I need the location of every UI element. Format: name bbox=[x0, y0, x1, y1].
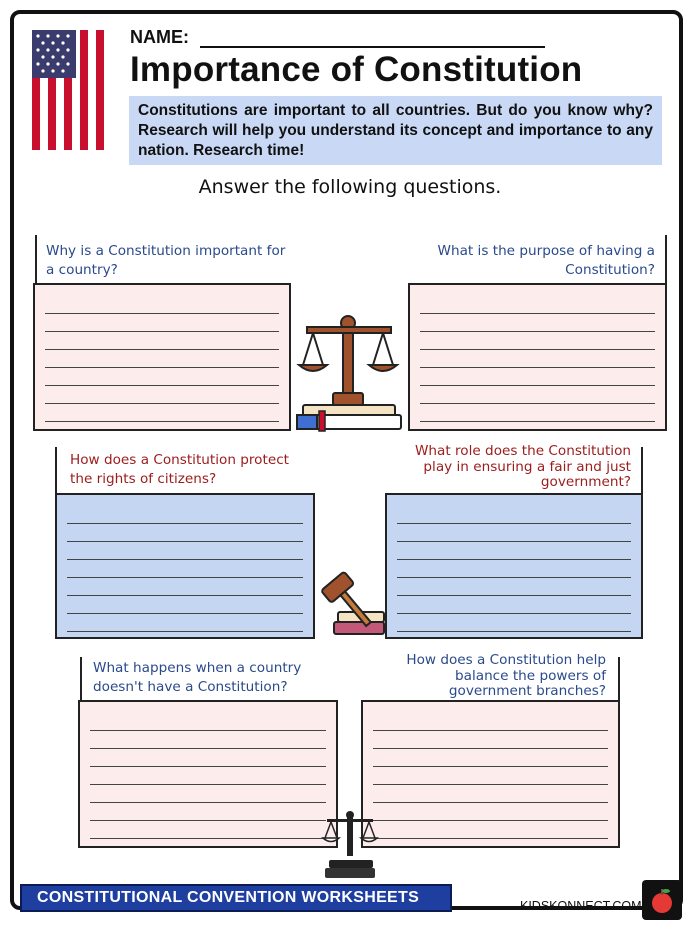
answer-box-4[interactable] bbox=[385, 493, 643, 639]
answer-box-5[interactable] bbox=[78, 700, 338, 848]
name-field[interactable] bbox=[200, 46, 545, 48]
apple-logo-icon bbox=[642, 880, 682, 920]
question-6: How does a Constitution help balance the powers of government branches? bbox=[406, 652, 606, 699]
question-4: What role does the Constitution play in ensuring a fair and just government? bbox=[414, 443, 631, 490]
bracket bbox=[80, 657, 82, 703]
question-3: How does a Constitution protect the rights of citizens? bbox=[70, 452, 289, 487]
answer-box-6[interactable] bbox=[361, 700, 620, 848]
bracket bbox=[665, 235, 667, 285]
question-2: What is the purpose of having a Constitution? bbox=[437, 243, 655, 278]
site-link[interactable]: KIDSKONNECT.COM bbox=[520, 899, 642, 913]
bracket bbox=[618, 657, 620, 703]
bracket bbox=[641, 447, 643, 495]
question-5: What happens when a country doesn't have a Constitution? bbox=[93, 660, 302, 695]
footer-banner: CONSTITUTIONAL CONVENTION WORKSHEETS bbox=[20, 884, 452, 912]
answer-box-3[interactable] bbox=[55, 493, 315, 639]
answer-box-1[interactable] bbox=[33, 283, 291, 431]
bracket bbox=[55, 447, 57, 495]
name-label: NAME: bbox=[130, 27, 189, 47]
gavel-icon bbox=[314, 570, 386, 638]
scales-of-justice-icon bbox=[293, 315, 405, 433]
intro-text: Constitutions are important to all countries. But do you know why? Research will help you understand its concept and importance to any nation. Research time! bbox=[129, 96, 662, 165]
question-1: Why is a Constitution important for a country? bbox=[46, 243, 286, 278]
answer-box-2[interactable] bbox=[408, 283, 667, 431]
instructions: Answer the following questions. bbox=[198, 176, 502, 198]
page-title: Importance of Constitution bbox=[130, 50, 583, 89]
bracket bbox=[35, 235, 37, 285]
small-scales-icon bbox=[321, 810, 379, 882]
us-flag-icon bbox=[32, 30, 114, 150]
